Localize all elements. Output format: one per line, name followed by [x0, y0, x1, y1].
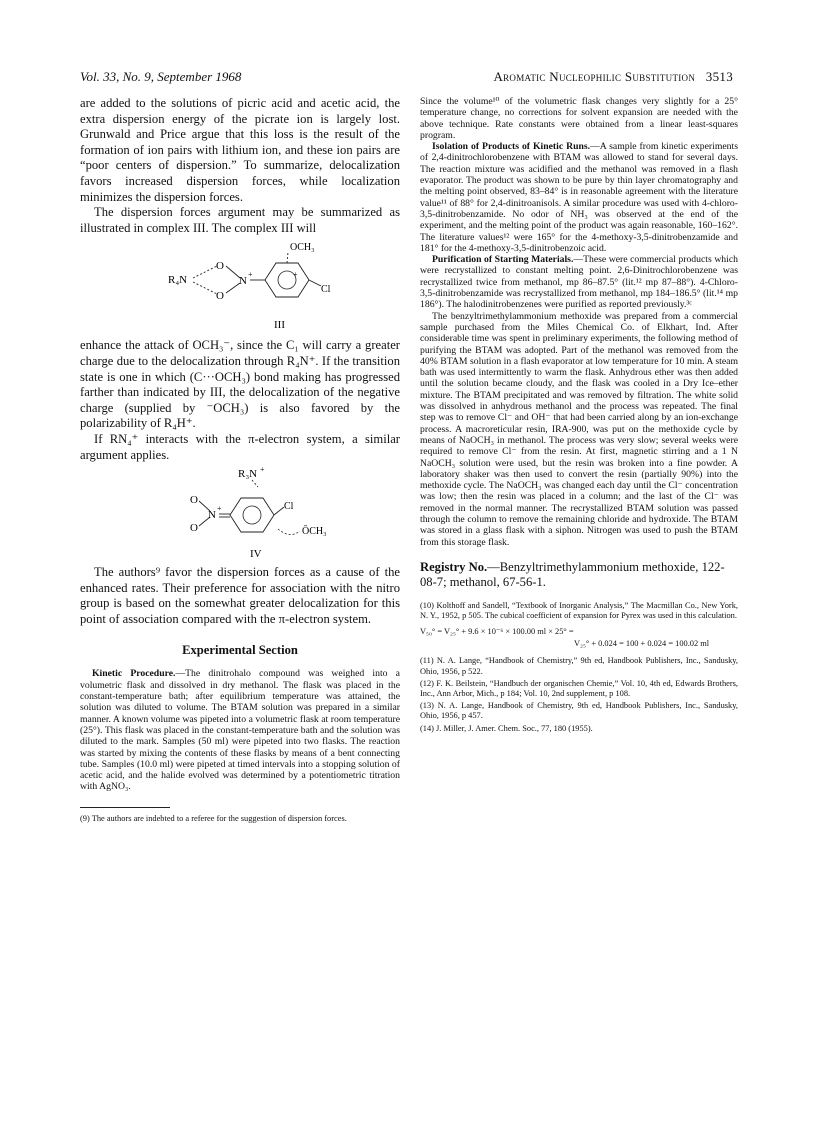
left-column	[80, 96, 400, 824]
paragraph-dispersion-energy: are added to the solutions of picric acid and acetic acid, the extra dispersion energy of the picrate ion is largely lost. Grunwald and Price argue that this loss is the result of the formation of ion pairs with lithium ion, and these ion pairs are “poor centers of dispersion.” To summarize, delocalization favors increased dispersion forces, while localization minimizes the dispersion forces.	[80, 96, 400, 204]
svg-text:N: N	[208, 509, 216, 522]
run-in-head-kinetic: Kinetic Procedure.	[92, 668, 176, 680]
fig3-nitrogen: N	[239, 275, 247, 288]
svg-text:+: +	[293, 270, 298, 280]
journal-citation: Vol. 33, No. 9, September 1968	[80, 69, 242, 84]
svg-text:+: +	[248, 270, 253, 280]
footnote-12: (12) F. K. Beilstein, “Handbuch der organischen Chemie,” Vol. 10, 4th ed, Edwards Brothers, Inc., Ann Arbor, Mich., p 184; Vol. 10, 2nd supplement, p 108.	[420, 678, 738, 699]
isolation-text: —A sample from kinetic experiments of 2,4-dinitrochlorobenzene with BTAM was allowed to stand for several days. The reaction mixture was acidified and the methanol was removed in a flash evaporator. The product was shown to be pure by thin layer chromatography and the melting point observed, 83–84° is in reasonable agreement with the literature value¹¹ of 88° for 2,4-dinitroanisols. A similar procedure was used with 4-chloro-3,5-dinitrobenzamide. No odor of NH₃ was observed at the end of the experiment, and the melting point of the product was again reasonable, 160–162°. The literature values¹² were 165° for the 4-methoxy-3,5-dinitrobenzamide and 181° for the 4-methoxy-3,5-dinitrobenzoic acid.	[420, 141, 738, 254]
fig3-chlorine: Cl	[321, 284, 331, 296]
running-header	[493, 69, 733, 85]
fig3-methoxy: OCH₃	[290, 242, 315, 254]
footnote-10: (10) Kolthoff and Sandell, “Textbook of Inorganic Analysis,” The Macmillan Co., New York, N. Y., 1952, p 505. The cubical coefficient of expansion for Pyrex was used in this calculation.	[420, 601, 738, 621]
fig3-r4n-label: R₄N	[168, 274, 188, 287]
fig3-oxygen-top: O	[216, 260, 224, 273]
paragraph-pi-electron: If RN₄⁺ interacts with the π-electron system, a similar argument applies.	[80, 431, 400, 462]
fig4-chlorine: Cl	[284, 501, 294, 513]
paragraph-complex-iii-intro: The dispersion forces argument may be summarized as illustrated in complex III. The complex III will	[80, 205, 400, 235]
purification-text: —These were commercial products which were recrystallized to constant melting point. 2,6-Dinitrochlorobenzene was recrystallized twice from methanol, mp 86–87.5° (lit.¹² mp 87–88°). 4-Chloro-3,5-dinitrobenzamide was recrystallized from methanol, mp 184–186.5° (lit.¹⁴ mp 186°). The halodinitrobenzenes were purified as reported previously.³ᶜ	[420, 254, 738, 311]
page-number: 3513	[705, 69, 733, 84]
registry-text: —Benzyltrimethylammonium methoxide, 122-08-7; methanol, 67-56-1.	[420, 559, 725, 590]
svg-text:+: +	[217, 504, 222, 514]
fig4-oxygen-bottom: O	[190, 522, 198, 535]
footnote-9: (9) The authors are indebted to a referee for the suggestion of dispersion forces.	[80, 813, 347, 823]
equation-line-1: V₅₀° = V₂₅° + 9.6 × 10⁻⁶ × 100.00 ml × 25° =	[420, 627, 574, 637]
paragraph-enhance-attack: enhance the attack of OCH₃⁻, since the C₁ will carry a greater charge due to the delocalization through R₄N⁺. If the transition state is one in which (C···OCH₃) bond making has progressed farther than indicated by III, the delocalization of the negative charge (supplied by ⁻OCH₃) is also favored by the polarizability of R₄H⁺.	[80, 338, 400, 431]
running-title: Aromatic Nucleophilic Substitution	[493, 69, 696, 84]
paragraph-kinetic-procedure	[80, 668, 400, 792]
paragraph-purification	[420, 254, 738, 310]
right-column	[420, 96, 738, 734]
fig4-oxygen-top: O	[190, 494, 198, 507]
footnote-11: (11) N. A. Lange, “Handbook of Chemistry,” 9th ed, Handbook Publishers, Inc., Sandusky, Ohio, 1956, p 522.	[420, 656, 738, 676]
kinetic-procedure-text: —The dinitrohalo compound was weighed into a volumetric flask and dissolved in dry methanol. The flask was placed in the constant-temperature bath; after equilibrium temperature was attained, the solution was diluted to volume. The BTAM solution was prepared in a similar manner. A known volume was pipeted into a volumetric flask at room temperature (25°). This flask was placed in the constant-temperature bath and the solution was diluted to the mark. Samples (50 ml) were pipeted into two flasks. The reaction was started by mixing the contents of these flasks by means of a bent connecting tube. Samples (10.0 ml) were pipeted at timed intervals into a stopping solution of acetic acid, and the halide evolved was determined by a potentiometric titration with AgNO₃.	[80, 668, 400, 793]
run-in-head-purification: Purification of Starting Materials.	[432, 254, 574, 266]
fig4-label: IV	[250, 548, 262, 561]
equation-line-2: V₂₅° + 0.024 = 100 + 0.024 = 100.02 ml	[574, 639, 710, 649]
footnote-rule	[80, 807, 170, 808]
structure-complex-iii	[110, 236, 370, 338]
fig4-r3n-label: R₃N	[238, 468, 258, 481]
svg-text:+: +	[260, 465, 265, 475]
paragraph-btam-preparation: The benzyltrimethylammonium methoxide was prepared from a commercial sample purchased from the Miles Chemical Co. of Elkhart, Ind. After considerable time was spent in preliminary experiments, the following method of purifying the BTAM was adopted. Part of the methanol was removed from the 40% BTAM solution in a flash evaporator at low temperature for 10 min. A steam bath was used intermittently to warm the flask. Anhydrous ether was then added until the solution became cloudy, and the flask was cooled in a Dry Ice–ether mixture. The BTAM precipitated and was removed by filtration. The white solid was dissolved in anhydrous methanol and the process was repeated. The final step was to remove Cl⁻ and OH⁻ that had been carried along by an ion-exchange process. A macroreticular resin, IRA-900, was put on the methoxide cycle by means of NaOCH₃ in methanol. The process was very slow; several weeks were required to remove Cl⁻ from the resin. At first, magnetic stirring and a 1 N NaOCH₃ solution were used, but the resin was broken into a fine powder. A laboratory shaker was then used to convert the resin (partially 90%) into the methoxide cycle. The NaOCH₃ was changed each day until the Cl⁻ concentration was low; then the resin was placed in a column; and the last of the Cl⁻ was removed in the normal manner. The recrystallized BTAM solution was passed through the column to remove the remaining chloride and hydroxide. The BTAM was stored in a glass flask with a siphon. Nitrogen was used to push the BTAM from this storage flask.	[420, 310, 738, 548]
footnote-13: (13) N. A. Lange, Handbook of Chemistry, 9th ed, Handbook Publishers, Inc., Sandusky, Ohio, 1956, p 457.	[420, 701, 738, 721]
fig3-oxygen-bottom: O	[216, 290, 224, 303]
section-title-experimental: Experimental Section	[182, 643, 298, 658]
paragraph-isolation	[420, 141, 738, 254]
fig4-methoxide: ŌCH₃	[302, 526, 327, 538]
footnote-14: (14) J. Miller, J. Amer. Chem. Soc., 77, 180 (1955).	[420, 723, 593, 733]
fig3-label: III	[274, 319, 285, 332]
registry-numbers	[420, 560, 738, 591]
run-in-head-isolation: Isolation of Products of Kinetic Runs.	[432, 141, 591, 153]
structure-complex-iv	[110, 463, 370, 565]
paragraph-volume-correction: Since the volume¹⁰ of the volumetric flask changes very slightly for a 25° temperature change, no corrections for solvent expansion are needed with the above technique. Rate constants were obtained from a linear least-squares program.	[420, 96, 738, 141]
registry-head: Registry No.	[420, 559, 488, 574]
volume-equation	[420, 626, 738, 650]
paragraph-authors-favor: The authors⁹ favor the dispersion forces as a cause of the enhanced rates. Their preference for association with the nitro group is based on the somewhat greater delocalization for this point of association compared with the π-electron system.	[80, 565, 400, 626]
